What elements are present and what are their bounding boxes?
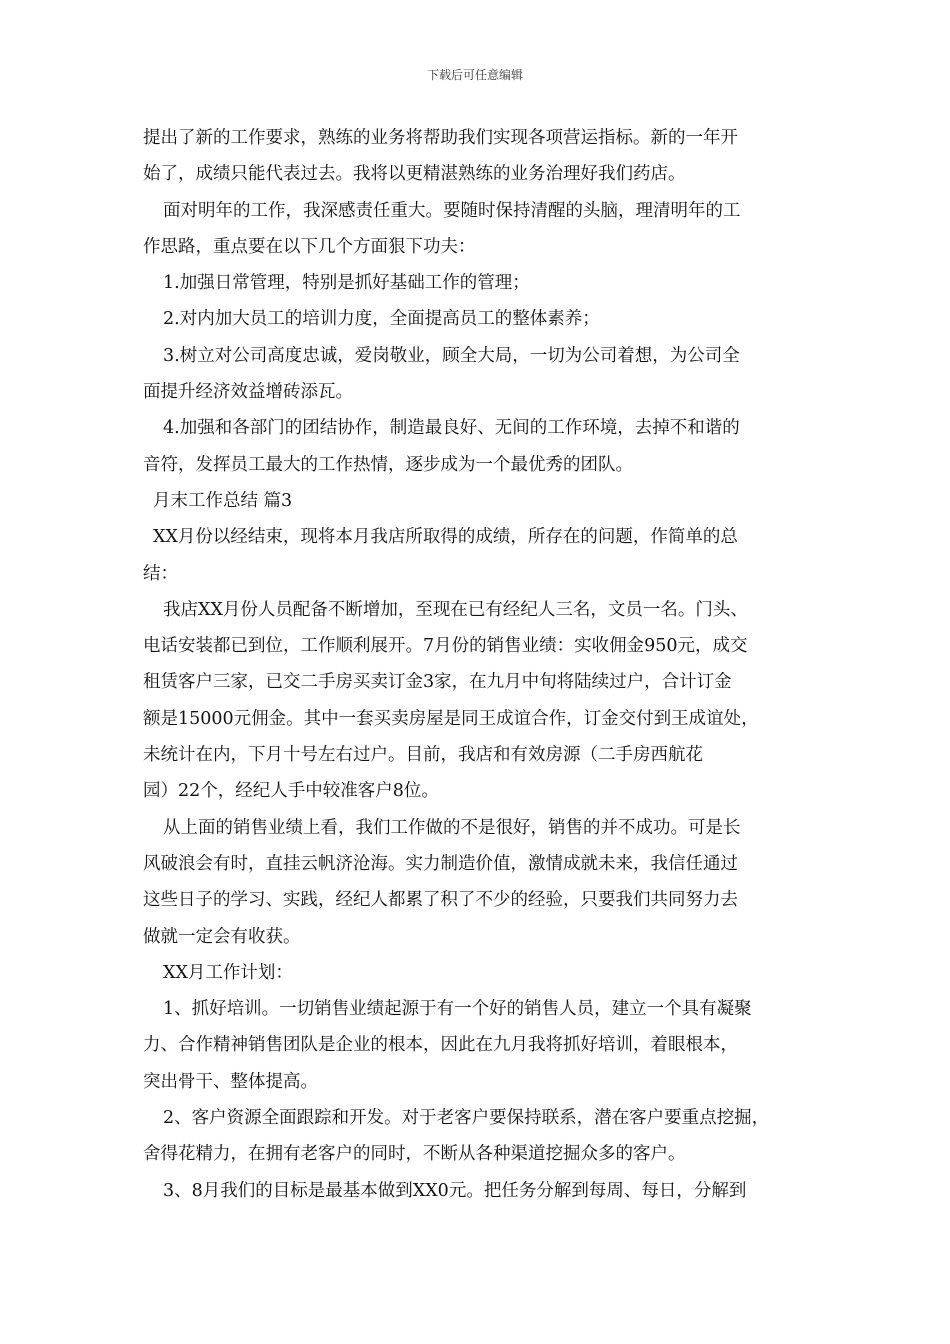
text-line: 舍得花精力，在拥有老客户的同时，不断从各种渠道挖掘众多的客户。 xyxy=(143,1144,686,1165)
text-line: 3.树立对公司高度忠诚，爱岗敬业，顾全大局，一切为公司着想，为公司全 xyxy=(163,345,740,366)
text-line: 提出了新的工作要求，熟练的业务将帮助我们实现各项营运指标。新的一年开 xyxy=(143,128,738,148)
text-line: 我店XX月份人员配备不断增加，至现在已有经纪人三名，文员一名。门头、 xyxy=(163,599,748,620)
text-line: 电话安装都已到位，工作顺利展开。7月份的销售业绩：实收佣金950元，成交 xyxy=(143,636,748,657)
text-line: 风破浪会有时，直挂云帆济沧海。实力制造价值，激情成就未来，我信任通过 xyxy=(143,853,738,874)
text-line: XX月份以经结束，现将本月我店所取得的成绩，所存在的问题，作简单的总 xyxy=(153,527,738,548)
document-body xyxy=(143,120,823,1209)
text-line: 园）22个，经纪人手中较准客户8位。 xyxy=(143,781,439,802)
text-line: 突出骨干、整体提高。 xyxy=(143,1071,318,1092)
text-line: 结： xyxy=(143,563,178,584)
text-line: 2.对内加大员工的培训力度，全面提高员工的整体素养； xyxy=(163,309,600,330)
text-line: 从上面的销售业绩上看，我们工作做的不是很好，销售的并不成功。可是长 xyxy=(163,817,741,838)
text-line: 未统计在内，下月十号左右过户。目前，我店和有效房源（二手房西航花 xyxy=(143,745,703,766)
text-line: 月末工作总结 篇3 xyxy=(153,490,293,511)
text-line: 音符，发挥员工最大的工作热情，逐步成为一个最优秀的团队。 xyxy=(143,454,633,475)
text-line: 额是15000元佣金。其中一套买卖房屋是同王成谊合作，订金交付到王成谊处， xyxy=(143,708,759,729)
text-line: 3、8月我们的目标是最基本做到XX0元。把任务分解到每周、每日，分解到 xyxy=(163,1180,747,1201)
text-line: 作思路，重点要在以下几个方面狠下功夫： xyxy=(143,236,476,257)
text-line: 面提升经济效益增砖添瓦。 xyxy=(143,382,353,403)
text-line: XX月工作计划： xyxy=(163,962,293,983)
text-line: 这些日子的学习、实践，经纪人都累了积了不少的经验，只要我们共同努力去 xyxy=(143,890,738,911)
text-line: 力、合作精神销售团队是企业的根本，因此在九月我将抓好培训，着眼根本， xyxy=(143,1035,738,1056)
page-header: 下载后可任意编辑 xyxy=(426,68,523,82)
text-line: 2、客户资源全面跟踪和开发。对于老客户要保持联系，潜在客户要重点挖掘， xyxy=(163,1108,770,1129)
text-line: 1、抓好培训。一切销售业绩起源于有一个好的销售人员，建立一个具有凝聚 xyxy=(163,999,752,1020)
text-line: 面对明年的工作，我深感责任重大。要随时保持清醒的头脑，理清明年的工 xyxy=(163,200,741,221)
text-line: 始了，成绩只能代表过去。我将以更精湛熟练的业务治理好我们药店。 xyxy=(143,164,686,185)
text-line: 4.加强和各部门的团结协作，制造最良好、无间的工作环境，去掉不和谐的 xyxy=(163,418,740,439)
text-line: 做就一定会有收获。 xyxy=(143,926,301,947)
text-line: 1.加强日常管理，特别是抓好基础工作的管理； xyxy=(163,273,530,294)
text-line: 租赁客户三家，已交二手房买卖订金3家，在九月中旬将陆续过户，合计订金 xyxy=(143,672,732,693)
